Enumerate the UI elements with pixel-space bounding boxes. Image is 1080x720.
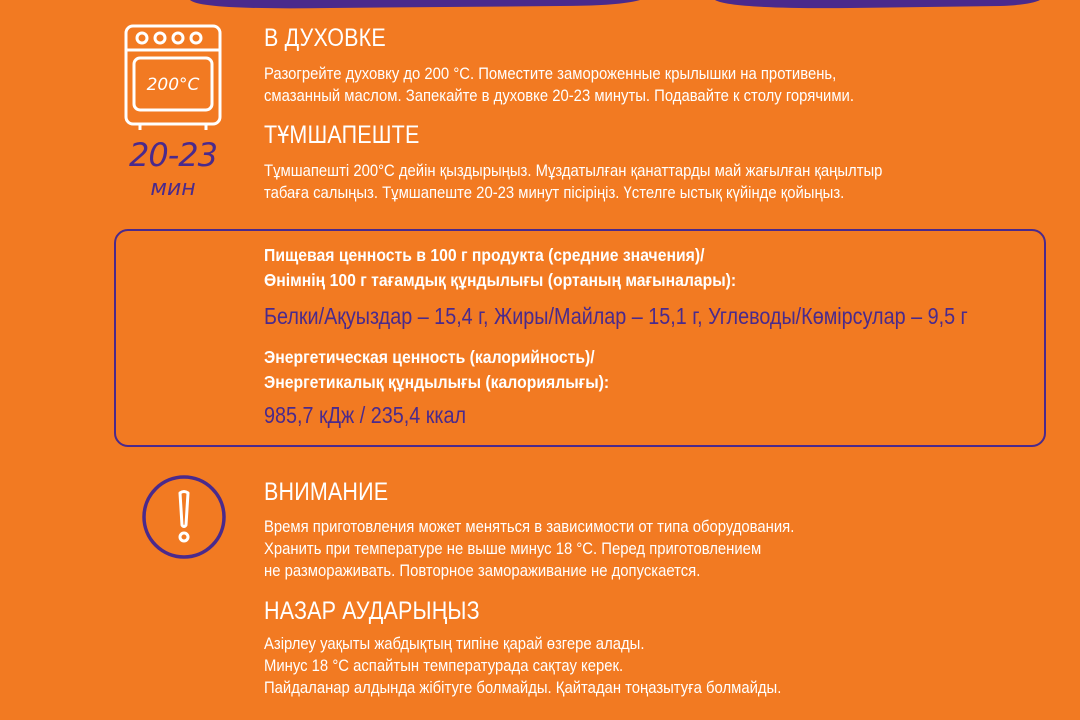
warning-kz-line-3: Пайдаланар алдында жібітуге болмайды. Қайтадан тоңазытуға болмайды. [264,679,782,697]
energy-heading-line-1: Энергетическая ценность (калорийность)/ [264,347,595,367]
oven-kz-line-1: Тұмшапешті 200°С дейін қыздырыңыз. Мұздатылған қанаттарды май жағылған қаңылтыр [264,162,883,180]
warning-kz-line-1: Азірлеу уақыты жабдықтың типіне қарай өзгере алады. [264,635,645,653]
nutrition-heading [264,243,736,293]
warning-line-1: Время приготовления может меняться в зависимости от типа оборудования. [264,518,795,536]
oven-kz-section-title: ТҰМШАПЕШТЕ [264,121,420,149]
warning-text [264,516,794,582]
oven-kz-line-2: табаға салыңыз. Тұмшапеште 20-23 минут пісіріңіз. Үстелге ыстық күйінде қойыңыз. [264,184,845,202]
warning-section-title: ВНИМАНИЕ [264,478,389,506]
cooking-time: 20-23 [129,136,217,174]
warning-line-2: Хранить при температуре не выше минус 18 °С. Перед приготовлением [264,540,762,558]
energy-heading-line-2: Энергетикалық құндылығы (калориялығы): [264,372,610,392]
nutrition-heading-line-2: Өнімнің 100 г тағамдық құндылығы (ортаның мағыналары): [264,270,737,290]
oven-section-title: В ДУХОВКЕ [264,24,386,52]
nutrition-heading-line-1: Пищевая ценность в 100 г продукта (средние значения)/ [264,245,705,265]
nutrition-values: Белки/Ақуыздар – 15,4 г, Жиры/Майлар – 15,1 г, Углеводы/Көмірсулар – 9,5 г [264,303,968,329]
oven-temperature-label: 200°С [146,75,200,95]
warning-kz-section-title: НАЗАР АУДАРЫҢЫЗ [264,597,480,625]
exclamation-icon [140,473,228,561]
energy-heading [264,345,609,395]
energy-value: 985,7 кДж / 235,4 ккал [264,402,467,428]
oven-line-1: Разогрейте духовку до 200 °С. Поместите замороженные крылышки на противень, [264,65,837,83]
warning-line-3: не размораживать. Повторное замораживание не допускается. [264,562,701,580]
oven-line-2: смазанный маслом. Запекайте в духовке 20-23 минуты. Подавайте к столу горячими. [264,87,854,105]
cooking-time-unit: мин [150,176,196,201]
warning-kz-line-2: Минус 18 °С аспайтын температурада сақтау керек. [264,657,624,675]
oven-icon [118,20,228,132]
warning-kz-text [264,633,781,699]
top-decoration [0,0,1080,20]
oven-kz-instructions [264,160,882,204]
oven-instructions [264,63,854,107]
